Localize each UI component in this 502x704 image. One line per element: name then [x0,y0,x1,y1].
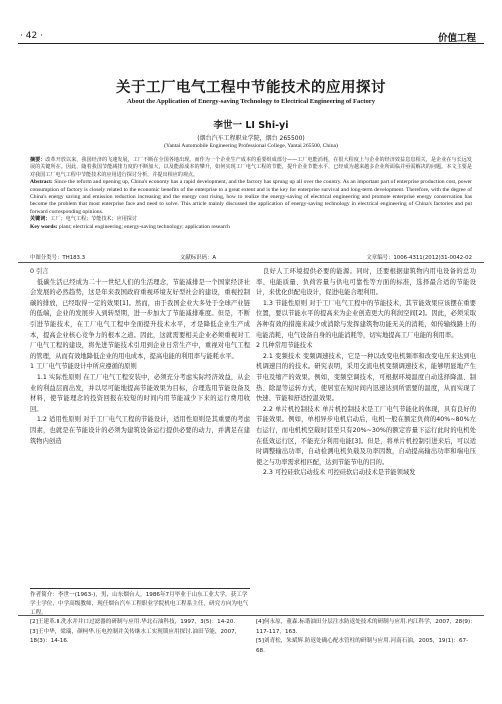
abstract-en-text: Since the reform and opening up, China's economy has a rapid development, and the factory has sprung up all over the country. As an important part of enterprise production cost, power consumption of factory is closely related to the economic benefits of the enterprise to a great extent and is the key for enterprise survival and long-term development. Therefore, with the degree of China's energy saving and emission reduction increasing and the energy cost rising, how to realize the energy-saving of electrical engineering and promote enterprise energy conservation has become the problem that most enterprise face and need to solve. This article mainly discussed the application of energy-saving technology in electrical engineering of China's factories and put forward corresponding opinions. [30,179,472,215]
author-footnote: 作者简介：李世一(1963-)，男，山东烟台人，1986年7月毕业于山东工业大学，获工学学士学位，中学高级教师，现任烟台汽车工程职业学院机电工程系主任，研究方向为电气工程。 [30,592,249,616]
affiliation: (烟台汽车工程职业学院，烟台 265500) [197,135,305,142]
journal-name: 价值工程 [437,33,476,44]
author: 李世一 LI Shi-yi [213,120,289,131]
body-left-column [30,267,250,447]
body-paragraph: 2.3 可控硅软启动技术 可控硅软启动技术是节能领域发 [262,469,416,477]
body-paragraph: 1.1 实际性原则 在工厂电气工程安装中，必须充分考虑实际经济效益，从企业的利益层面出发，并以尽可能地提高节能效果为目标，合理选用节能设备及材料，使节能理念的投资回报在较短的时间内用节能减少下来的运行费用收回。 [30,373,250,413]
footnote-divider [30,588,250,589]
abstract-cn [30,157,472,179]
abstract-divider [18,262,484,263]
affiliation-en: (Yantai Automobile Engineering Professional College, Yantai 265500, China) [164,143,338,149]
references-right [256,618,476,656]
body-paragraph: 2.1 变频技术 变频调速技术，它是一种以改变电机频率和改变电压来达到电机调速目的的技术。研究表明，采用交流电机变频调速技术，能够明显地产生节电及缩产的效果。例如，变频空调技术，可根据环境温度自动选择降温、制热、除湿等运转方式，使居室在短时间内迅速达到所需要的温度，从而实现了快速、节能和舒适控温效果。 [256,352,476,403]
section-heading: 2 几种常用节能技术 [256,342,313,350]
abstract-en [30,179,472,216]
body-paragraph: 低碳生活已经成为二十一世纪人们的生活理念，节能减排是一个国家经济社会发展的必然趋势，这是年来我国政府重视环境友好型社会的建设，重视控制碳的排放，已经取得一定的效果[1]。然而，由于我国企业大多处于全球产业链的低端，企业的发展步入到转型期，进一步加大了节能减排难度。但是，不断引进节能技术，在工厂电气工程中全面提升技术水平，才是降低企业生产成本，提高企业核心竞争力的根本之道。因此，这就需要相关企业必须重视对工厂电气工程的建设，将先进节能技术引用到企业日常生产中，重视对电气工程的管理，从而有效地降低企业的用电成本，提高电能的利用率与能耗水平。 [30,278,250,360]
section-heading: 1 工厂电气节能设计中所应遵循的原则 [30,363,137,371]
header-divider [18,43,484,44]
reference-item: [5]刘青松，朱斌辉.防返处确心配水管柱的研制与应用.河南石油，2005，19(1)：67-68. [256,638,469,654]
body-right-column [256,267,476,479]
keywords-en-text: plant; electrical engineering; energy-saving technology; application research [58,223,230,230]
abstract-cn-text: 改革开放以来，我国经济的飞速发展，工厂不断在全国各地出现。而作为一个企业生产成本的重要组成部分——工厂电能消耗，在很大程度上与企业的经济效益息息相关，是企业在与长远发展的关键所在。因此，随着我国节能减排力度的不断加大，以及能源成本的攀升，如何实现工厂电气工程的节能，提升企业节能水平，已经成为越来越多企业所面临并亟需解决的问题。本文主要是对我国工厂电气工程中节能技术的应用进行探讨分析，并提出相应的观点。 [30,157,472,178]
references-divider [18,615,484,616]
keywords-en-label: Key words: [30,223,58,230]
paper-title: 关于工厂电气工程中节能技术的应用探讨 [116,80,386,96]
keywords-cn-label: 关键词： [30,216,51,223]
abstract-cn-label: 摘要： [30,157,46,163]
body-paragraph: 1.3 节能性原则 对于工厂电气工程中的节能技术，其节能效果应该摆在重要位置，要以节能水平的提高来为企业创造更大的利润空间[2]。因此，必须采取各种有效的措施来减少或消除与发挥建筑物功能无关的消耗，如传输线路上的电能消耗，电气设备自身的电能消耗等，切实地提高工厂电能的利用率。 [256,299,476,339]
article-number: 文章编号：1006-4311(2012)31-0042-02 [366,255,472,261]
body-paragraph: 良好人工环境提供必要的能源。同时，还要根据建筑物内用电设备的总功率、电能质量、负荷容量与供电可靠性等方面的标准，选择最合适的节能设计，来优化供配电设计，促进电能合理利用。 [256,268,476,297]
reference-item: [4]何永原，董森.标谐油田分层注水防返处技术的研制与应用.内江科学，2007，28(9)：117-117，163. [256,619,476,635]
body-paragraph: 1.2 适用性原则 对于工厂电气工程的节能设计，适用性原则是其重要的考虑因素，也就是在节能设计的必须为建筑设备运行提供必要的动力，并满足在建筑物内创造 [30,416,250,445]
references-left [30,618,250,647]
keywords-en [30,224,472,231]
keywords-cn-text: 工厂；电气工程；节能技术；应用探讨 [50,216,137,223]
body-paragraph: 2.2 单片机控制技术 单片机控制技术是工厂电气节能化的体现，具有良好的节能效果。例如，单相异步电机启动后，电机一般在额定负荷的40%~80%左右运行，而电机机空载时甚至只有20%~30%的额定容量下运行此时的电机处在低效运行区，不能充分利用电能[3]。但是，将单片机控制引进来后，可以适时调整输出功率，自动检测电机负载及功率因数，自动提高输出功率和端电压使之与功率需求相匹配，达到节能节电的目的。 [256,405,476,466]
document-code: 文献标识码：A [180,255,217,261]
page-number: · 42 · [20,31,43,41]
clc-number: 中图分类号：TH183.3 [30,255,86,261]
abstract-en-label: Abstract: [30,179,53,186]
abstract-block [30,157,472,231]
reference-item: [2]王建革.Ⅱ.洗水并并口过滤器的研制与应用.华北石油科技，1997，3(5)：14-20. [30,619,236,625]
reference-item: [3]王中华，梁瑞，颜柯华.压电控制并关传继水工实现锁应用探讨.油田节能，2007，18(3)：14-16. [30,628,241,645]
paper-title-en: About the Application of Energy-saving Technology to Electrical Engineering of Factory [127,98,375,105]
section-heading: 0 引言 [30,268,49,275]
keywords-cn [30,216,472,223]
